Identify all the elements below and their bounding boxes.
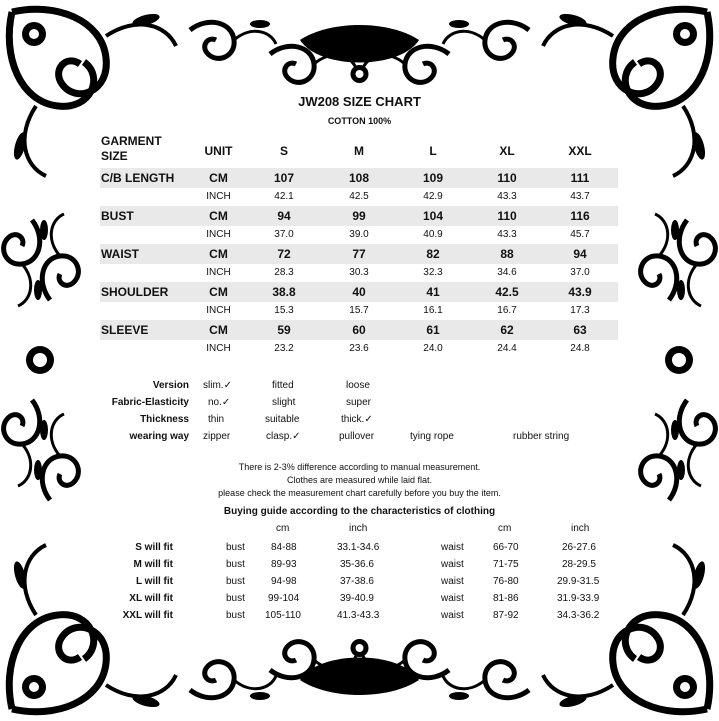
guide-value: 84-88 bbox=[271, 542, 297, 553]
value-cell: 30.3 bbox=[349, 267, 369, 278]
guide-size-label: L will fit bbox=[135, 576, 173, 587]
size-table bbox=[100, 132, 618, 358]
value-cell: 16.7 bbox=[497, 305, 517, 316]
size-header: XXL bbox=[568, 144, 592, 158]
guide-value: 41.3-43.3 bbox=[337, 610, 380, 621]
value-cell: 15.3 bbox=[274, 305, 294, 316]
option-text: clasp. bbox=[266, 431, 293, 442]
option: super bbox=[346, 397, 372, 408]
guide-size-label: M will fit bbox=[133, 559, 173, 570]
measurement-label: C/B LENGTH bbox=[101, 171, 175, 185]
characteristic-label: Fabric-Elasticity bbox=[111, 397, 189, 408]
guide-value: 94-98 bbox=[271, 576, 297, 587]
guide-value: 34.3-36.2 bbox=[557, 610, 600, 621]
value-cell: 24.0 bbox=[423, 343, 443, 354]
value-cell: 37.0 bbox=[274, 229, 294, 240]
value-cell: 77 bbox=[352, 247, 366, 261]
value-cell: 94 bbox=[277, 209, 291, 223]
value-cell: 104 bbox=[422, 209, 444, 223]
measurement-group bbox=[100, 206, 618, 244]
measurement-group bbox=[100, 320, 618, 358]
value-cell: 45.7 bbox=[570, 229, 590, 240]
value-cell: 17.3 bbox=[570, 305, 590, 316]
option: pullover bbox=[339, 431, 375, 442]
check-mark-icon: ✓ bbox=[364, 414, 373, 425]
size-header: XL bbox=[499, 144, 515, 158]
value-cell: 39.0 bbox=[349, 229, 369, 240]
guide-value: 28-29.5 bbox=[562, 559, 596, 570]
option: tying rope bbox=[410, 431, 454, 442]
guide-value: 87-92 bbox=[493, 610, 519, 621]
unit-cell: INCH bbox=[206, 305, 231, 316]
note-line: please check the measurement chart carefully before you buy the item. bbox=[218, 488, 501, 498]
unit-cell: INCH bbox=[206, 191, 231, 202]
guide-value: 66-70 bbox=[493, 542, 519, 553]
measurement-label: SLEEVE bbox=[101, 323, 149, 337]
value-cell: 61 bbox=[426, 323, 440, 337]
guide-value: 105-110 bbox=[265, 610, 301, 621]
table-row bbox=[100, 168, 618, 188]
unit-cell: CM bbox=[209, 171, 228, 185]
value-cell: 42.1 bbox=[274, 191, 294, 202]
table-row bbox=[100, 340, 618, 358]
size-header: L bbox=[429, 144, 437, 158]
guide-value: 81-86 bbox=[493, 593, 519, 604]
guide-value: 26-27.6 bbox=[562, 542, 596, 553]
value-cell: 43.3 bbox=[497, 229, 517, 240]
option: thin bbox=[208, 414, 225, 425]
option: fitted bbox=[272, 380, 294, 391]
table-row bbox=[100, 244, 618, 264]
guide-measure: waist bbox=[441, 610, 464, 621]
value-cell: 99 bbox=[352, 209, 366, 223]
measurement-group bbox=[100, 282, 618, 320]
table-row bbox=[100, 302, 618, 320]
value-cell: 43.3 bbox=[497, 191, 517, 202]
measurement-label: SHOULDER bbox=[101, 285, 169, 299]
guide-value: 29.9-31.5 bbox=[557, 576, 600, 587]
guide-col-header: cm bbox=[498, 523, 512, 534]
guide-measure: bust bbox=[226, 593, 245, 604]
guide-value: 99-104 bbox=[268, 593, 300, 604]
value-cell: 42.9 bbox=[423, 191, 443, 202]
value-cell: 28.3 bbox=[274, 267, 294, 278]
unit-cell: CM bbox=[209, 247, 228, 261]
value-cell: 24.4 bbox=[497, 343, 517, 354]
option: rubber string bbox=[513, 431, 570, 442]
value-cell: 23.6 bbox=[349, 343, 369, 354]
guide-value: 37-38.6 bbox=[340, 576, 374, 587]
characteristic-label: Thickness bbox=[140, 414, 189, 425]
value-cell: 111 bbox=[570, 171, 590, 185]
guide-measure: waist bbox=[441, 542, 464, 553]
size-header: S bbox=[279, 144, 288, 158]
unit-cell: INCH bbox=[206, 229, 231, 240]
guide-value: 76-80 bbox=[493, 576, 519, 587]
option-text: slim. bbox=[203, 380, 224, 391]
check-mark-icon: ✓ bbox=[292, 431, 301, 442]
measurement-label: WAIST bbox=[101, 247, 139, 261]
table-row bbox=[100, 206, 618, 226]
guide-value: 71-75 bbox=[493, 559, 519, 570]
table-row bbox=[100, 226, 618, 244]
chart-title: JW208 SIZE CHART bbox=[298, 94, 421, 109]
note-line: Clothes are measured while laid flat. bbox=[286, 475, 433, 485]
garment-size-header: GARMENT SIZE bbox=[101, 134, 162, 163]
value-cell: 110 bbox=[497, 209, 517, 223]
unit-cell: INCH bbox=[206, 267, 231, 278]
check-mark-icon: ✓ bbox=[221, 397, 231, 408]
value-cell: 109 bbox=[422, 171, 444, 185]
value-cell: 40 bbox=[352, 285, 366, 299]
option-text: no. bbox=[208, 397, 222, 408]
value-cell: 24.8 bbox=[570, 343, 590, 354]
check-mark-icon: ✓ bbox=[223, 380, 232, 391]
measurement-label: BUST bbox=[101, 209, 134, 223]
unit-header: UNIT bbox=[204, 144, 233, 158]
chart-subtitle: COTTON 100% bbox=[327, 116, 392, 126]
guide-value: 31.9-33.9 bbox=[557, 593, 600, 604]
value-cell: 82 bbox=[426, 247, 440, 261]
table-row bbox=[100, 188, 618, 206]
value-cell: 23.2 bbox=[274, 343, 294, 354]
measurement-group bbox=[100, 168, 618, 206]
option: zipper bbox=[203, 431, 231, 442]
value-cell: 42.5 bbox=[495, 285, 519, 299]
size-header: M bbox=[354, 144, 364, 158]
table-header bbox=[100, 132, 618, 168]
value-cell: 116 bbox=[570, 209, 590, 223]
value-cell: 43.9 bbox=[568, 285, 592, 299]
value-cell: 60 bbox=[352, 323, 366, 337]
guide-col-header: inch bbox=[571, 523, 590, 534]
guide-measure: waist bbox=[441, 593, 464, 604]
guide-measure: bust bbox=[226, 610, 245, 621]
guide-size-label: S will fit bbox=[135, 542, 173, 553]
note-line: There is 2-3% difference according to manual measurement. bbox=[238, 462, 481, 472]
value-cell: 16.1 bbox=[423, 305, 443, 316]
value-cell: 42.5 bbox=[349, 191, 369, 202]
option-text: thick. bbox=[341, 414, 365, 425]
characteristic-label: Version bbox=[152, 380, 189, 391]
value-cell: 41 bbox=[426, 285, 440, 299]
unit-cell: INCH bbox=[206, 343, 231, 354]
guide-measure: bust bbox=[226, 576, 245, 587]
value-cell: 40.9 bbox=[423, 229, 443, 240]
guide-col-header: cm bbox=[276, 523, 290, 534]
guide-value: 35-36.6 bbox=[340, 559, 374, 570]
value-cell: 38.8 bbox=[272, 285, 296, 299]
guide-measure: waist bbox=[441, 559, 464, 570]
value-cell: 72 bbox=[277, 247, 291, 261]
guide-measure: waist bbox=[441, 576, 464, 587]
table-row bbox=[100, 282, 618, 302]
unit-cell: CM bbox=[209, 285, 228, 299]
guide-title: Buying guide according to the characteristics of clothing bbox=[223, 506, 496, 517]
value-cell: 37.0 bbox=[570, 267, 590, 278]
characteristic-label: wearing way bbox=[129, 431, 189, 442]
guide-measure: bust bbox=[226, 542, 245, 553]
value-cell: 34.6 bbox=[497, 267, 517, 278]
table-row bbox=[100, 320, 618, 340]
guide-size-label: XL will fit bbox=[129, 593, 173, 604]
guide-value: 33.1-34.6 bbox=[337, 542, 380, 553]
option: suitable bbox=[265, 414, 300, 425]
value-cell: 43.7 bbox=[570, 191, 590, 202]
option: loose bbox=[346, 380, 370, 391]
guide-col-header: inch bbox=[349, 523, 368, 534]
value-cell: 62 bbox=[500, 323, 514, 337]
guide-measure: bust bbox=[226, 559, 245, 570]
unit-cell: CM bbox=[209, 323, 228, 337]
guide-value: 39-40.9 bbox=[340, 593, 374, 604]
value-cell: 94 bbox=[573, 247, 587, 261]
measurement-group bbox=[100, 244, 618, 282]
option: slight bbox=[272, 397, 296, 408]
guide-size-label: XXL will fit bbox=[122, 610, 173, 621]
table-row bbox=[100, 264, 618, 282]
value-cell: 107 bbox=[273, 171, 295, 185]
value-cell: 108 bbox=[348, 171, 370, 185]
value-cell: 32.3 bbox=[423, 267, 443, 278]
unit-cell: CM bbox=[209, 209, 228, 223]
guide-value: 89-93 bbox=[271, 559, 297, 570]
value-cell: 88 bbox=[500, 247, 514, 261]
value-cell: 59 bbox=[277, 323, 291, 337]
value-cell: 110 bbox=[497, 171, 517, 185]
value-cell: 15.7 bbox=[349, 305, 369, 316]
value-cell: 63 bbox=[573, 323, 587, 337]
